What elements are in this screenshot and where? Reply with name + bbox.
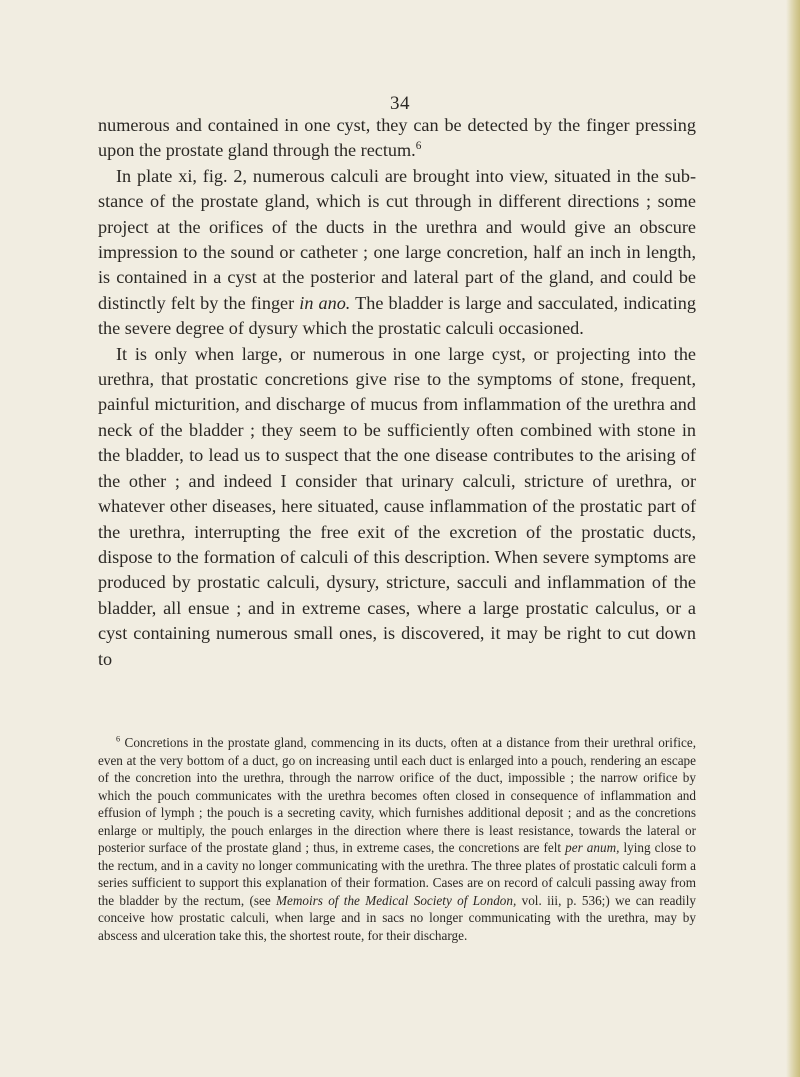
paragraph-2: In plate xi, fig. 2, numerous calculi are brought into view, situated in the substance of the prostate gland, which is cut through in different directions ; some project at the orifices of the ducts in the urethra and would give an obscure impression to the sound or catheter ; one large concretion, half an inch in length, is contained in a cyst at the posterior and lateral part of the gland, and could be distinctly felt by the finger in ano. The bladder is large and sacculated, indicating the severe degree of dysury which the prostatic calculi occasioned. [98,165,696,339]
page-number: 34 [390,93,410,114]
page-edge-shading [786,0,800,1077]
main-text [98,113,696,672]
footnote: $^6$ Concretions in the prostate gland, commencing in its ducts, often at a distance from their urethral orifice, even at the very bottom of a duct, go on increasing until each duct is enlarged into a pouch, rendering an escape of the concretion into the urethra, through the narrow orifice of the duct, impossible ; the narrow orifice by which the pouch communicates with the urethra becomes often closed in consequence of inflammation and effusion of lymph ; the pouch is a secreting cavity, which furnishes additional deposit ; and as the concretions enlarge or multiply, the pouch enlarges in the direction where there is least resistance, towards the lateral or posterior surface of the prostate gland ; thus, in extreme cases, the concretions are felt per anum, lying close to the rectum, and in a cavity no longer communicating with the urethra. The three plates of prostatic calculi form a series sufficient to support this explanation of their formation. Cases are on record of calculi passing away from the bladder by the rectum, (see Memoirs of the Medical Society of London, vol. iii, p. 536;) we can readily conceive how prostatic calculi, when large and in sacs no longer communicating with the urethra, may by abscess and ulceration take this, the shortest route, for their discharge. [98,734,696,943]
footnote-reference: 6 [415,140,422,153]
paragraph-3: It is only when large, or numerous in one large cyst, or projecting into the urethra, that prostatic concretions give rise to the symptoms of stone, frequent, painful micturition, and discharge of mucus from inflammation of the urethra and neck of the bladder ; they seem to be sufficiently often combined with stone in the bladder, to lead us to suspect that the one disease contributes to the arising of the other ; and indeed I consider that urinary calculi, stricture of urethra, or whatever other diseases, here situated, cause inflammation of the prostatic part of the urethra, interrupting the free exit of the excretion of the prostatic ducts, dispose to the formation of calculi of this description. When severe symptoms are produced by prostatic calculi, dysury, stricture, sacculi and inflammation of the bladder, all ensue ; and in extreme cases, where a large prostatic calculus, or a cyst containing numerous small ones, is discovered, it may be right to cut down to [98,343,696,669]
paragraph-1: numerous and contained in one cyst, they can be detected by the finger pressing upon the prostate gland through the rectum.$^6$ [98,115,696,161]
footnote-marker: 6 [116,734,121,744]
